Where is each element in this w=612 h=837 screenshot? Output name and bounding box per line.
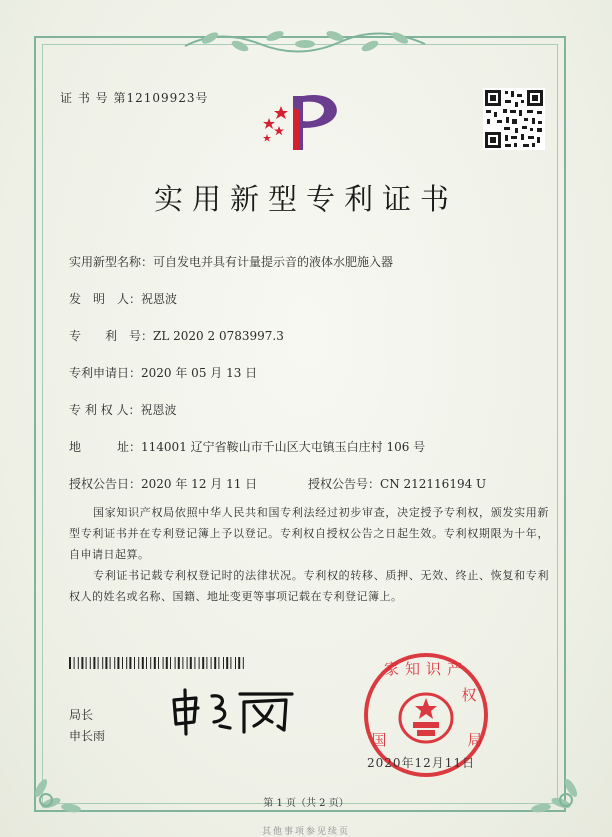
- field-grant-date: [69, 475, 257, 492]
- patent-office-logo-icon: [253, 88, 348, 156]
- field-label: 专 利 号：: [69, 329, 154, 343]
- field-label: 地 址：: [69, 440, 142, 454]
- field-value: ZL 2020 2 0783997.3: [153, 329, 284, 343]
- handwritten-signature: [168, 686, 298, 736]
- barcode-bar: [74, 657, 75, 669]
- barcode-bar: [230, 657, 231, 669]
- barcode-bar: [81, 657, 83, 669]
- barcode-bar: [235, 657, 236, 669]
- barcode: [69, 657, 247, 669]
- field-value: 可自发电并具有计量提示音的液体水肥施入器: [153, 255, 394, 269]
- barcode-bar: [170, 657, 171, 669]
- barcode-bar: [154, 657, 156, 669]
- floral-ornament-top: [180, 26, 430, 56]
- field-application-date: [69, 364, 257, 381]
- barcode-bar: [105, 657, 107, 669]
- field-utility-model-name: [69, 253, 393, 270]
- barcode-bar: [138, 657, 139, 669]
- barcode-bar: [243, 657, 244, 669]
- signatory-title: 局长: [69, 708, 94, 722]
- barcode-bar: [194, 657, 195, 669]
- barcode-bar: [93, 657, 95, 669]
- paragraph-grant-statement: 国家知识产权局依照中华人民共和国专利法经过初步审查，决定授予专利权，颁发实用新型专利证书并在专利登记簿上予以登记。专利权自授权公告之日起生效。专利权期限为十年，自申请日起算。: [69, 506, 549, 561]
- barcode-bar: [218, 657, 219, 669]
- barcode-bar: [182, 657, 183, 669]
- barcode-bar: [158, 657, 159, 669]
- field-value: 祝恩波: [141, 292, 178, 306]
- field-label: 实用新型名称：: [69, 255, 154, 269]
- barcode-bar: [150, 657, 151, 669]
- field-inventor: [69, 290, 177, 307]
- barcode-bar: [110, 657, 111, 669]
- signatory-name: 申长雨: [69, 729, 106, 743]
- field-value: 2020 年 05 月 13 日: [141, 366, 258, 380]
- field-value: 114001 辽宁省鞍山市千山区大屯镇玉白庄村 106 号: [141, 440, 426, 454]
- barcode-bar: [69, 657, 71, 669]
- barcode-bar: [86, 657, 87, 669]
- certificate-number: 证 书 号 第12109923号: [60, 91, 209, 105]
- barcode-bar: [178, 657, 180, 669]
- svg-text:权: 权: [461, 686, 477, 704]
- barcode-bar: [202, 657, 204, 669]
- field-patentee: [69, 401, 176, 418]
- barcode-bar: [78, 657, 79, 669]
- field-grant-number: [308, 475, 486, 492]
- barcode-bar: [211, 657, 212, 669]
- barcode-bar: [117, 657, 119, 669]
- field-patent-number: [69, 327, 284, 344]
- barcode-bar: [90, 657, 91, 669]
- barcode-bar: [206, 657, 207, 669]
- barcode-bar: [226, 657, 228, 669]
- barcode-bar: [187, 657, 188, 669]
- svg-text:局: 局: [467, 731, 483, 749]
- barcode-bar: [102, 657, 103, 669]
- field-value: 2020 年 12 月 11 日: [141, 477, 258, 491]
- field-label: 发 明 人：: [69, 292, 142, 306]
- field-label: 授权公告号：: [308, 477, 381, 491]
- barcode-bar: [142, 657, 144, 669]
- barcode-bar: [114, 657, 115, 669]
- barcode-bar: [146, 657, 147, 669]
- barcode-bar: [126, 657, 127, 669]
- svg-text:国: 国: [371, 731, 387, 749]
- barcode-bar: [175, 657, 176, 669]
- barcode-bar: [214, 657, 216, 669]
- barcode-bar: [122, 657, 123, 669]
- svg-text:家知识产: 家知识产: [383, 660, 469, 678]
- seal-date: 2020年12月11日: [367, 756, 476, 770]
- barcode-bar: [98, 657, 99, 669]
- continuation-note: 其他事项参见续页: [261, 827, 350, 837]
- field-value: CN 212116194 U: [380, 477, 487, 491]
- barcode-bar: [163, 657, 164, 669]
- certificate-title: 实用新型专利证书: [153, 182, 458, 216]
- barcode-bar: [199, 657, 200, 669]
- barcode-bar: [134, 657, 135, 669]
- paragraph-legal-status: 专利证书记载专利权登记时的法律状况。专利权的转移、质押、无效、终止、恢复和专利权人的姓名或名称、国籍、地址变更等事项记载在专利登记簿上。: [69, 569, 549, 603]
- barcode-bar: [223, 657, 224, 669]
- page-number: 第 1 页（共 2 页）: [263, 798, 349, 809]
- barcode-bar: [129, 657, 131, 669]
- field-value: 祝恩波: [140, 403, 177, 417]
- barcode-bar: [166, 657, 168, 669]
- field-label: 授权公告日：: [69, 477, 142, 491]
- qr-code: [483, 88, 545, 150]
- barcode-bar: [190, 657, 192, 669]
- field-label: 专利申请日：: [69, 366, 142, 380]
- barcode-bar: [238, 657, 240, 669]
- field-address: [69, 438, 425, 455]
- field-label: 专 利 权 人：: [69, 403, 141, 417]
